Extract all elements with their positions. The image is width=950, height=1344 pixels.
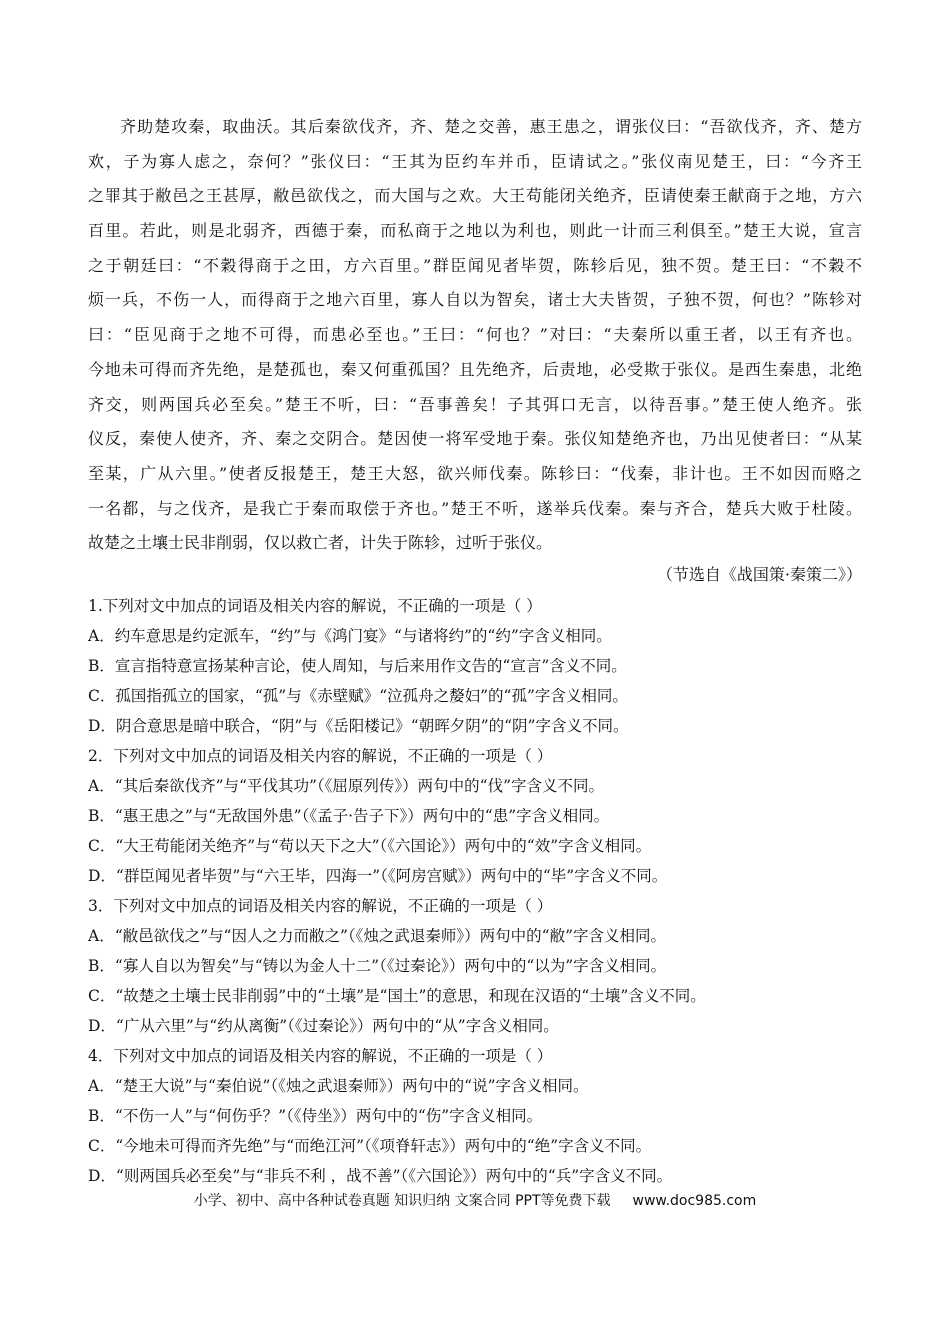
passage-line: 齐助楚攻秦，取曲沃。其后秦欲伐齐，齐、楚之交善，惠王患之，谓张仪曰：“吾欲伐齐，齐、楚方 (120, 117, 862, 136)
passage-line: 齐交，则两国兵必至矣。”楚王不听，曰：“吾事善矣！子其弭口无言，以待吾事。”楚王使人绝齐。张 (88, 394, 862, 414)
passage-line: 今地未可得而齐先绝，是楚孤也，秦又何重孤国？且先绝齐，后责地，必受欺于张仪。是西生秦患，北绝 (88, 359, 862, 379)
question-1-option-c: C．孤国指孤立的国家，“孤”与《赤壁赋》“泣孤舟之嫠妇”的“孤”字含义相同。 (88, 687, 628, 705)
passage-line: 故楚之土壤士民非削弱，仅以救亡者，计失于陈轸，过听于张仪。 (88, 533, 553, 553)
passage-line: 之于朝廷曰：“不穀得商于之田，方六百里。”群臣闻见者毕贺，陈轸后见，独不贺。楚王曰：“不穀不 (88, 255, 862, 275)
footer-text: 小学、初中、高中各种试卷真题 知识归纳 文案合同 PPT等免费下载 (193, 1193, 611, 1209)
question-list (88, 591, 862, 1191)
question-2-option-a: A．“其后秦欲伐齐”与“平伐其功”（《屈原列传》）两句中的“伐”字含义不同。 (88, 777, 604, 795)
passage-line: 曰：“臣见商于之地不可得，而患必至也。”王曰：“何也？”对曰：“夫秦所以重王者，以王有齐也。 (88, 325, 862, 345)
question-3-option-a: A．“敝邑欲伐之”与“因人之力而敝之”（《烛之武退秦师》）两句中的“敝”字含义相同。 (88, 927, 666, 945)
question-3-option-d: D．“广从六里”与“约从离衡”（《过秦论》）两句中的“从”字含义相同。 (88, 1017, 559, 1035)
question-1-option-b: B．宣言指特意宣扬某种言论，使人周知，与后来用作文告的“宣言”含义不同。 (88, 657, 627, 675)
question-2-stem: 2．下列对文中加点的词语及相关内容的解说，不正确的一项是（ ） (88, 747, 553, 765)
question-2-option-b: B．“惠王患之”与“无敌国外患”（《孟子·告子下》）两句中的“患”字含义相同。 (88, 807, 610, 825)
passage-line: 之罪其于敝邑之王甚厚，敝邑欲伐之，而大国与之欢。大王苟能闭关绝齐，臣请使秦王献商于之地，方六 (88, 186, 862, 206)
question-4-option-c: C．“今地未可得而齐先绝”与“而绝江河”（《项脊轩志》）两句中的“绝”字含义不同。 (88, 1137, 652, 1155)
passage-line: 欢，子为寡人虑之，奈何？”张仪曰：“王其为臣约车并币，臣请试之。”张仪南见楚王，曰：“今齐王 (88, 151, 862, 171)
passage-line: 至某，广从六里。”使者反报楚王，楚王大怒，欲兴师伐秦。陈轸曰：“伐秦，非计也。王不如因而赂之 (88, 463, 862, 483)
question-1-option-a: A．约车意思是约定派车，“约”与《鸿门宴》“与诸将约”的“约”字含义相同。 (88, 627, 612, 645)
question-4-option-d: D．“则两国兵必至矣”与“非兵不利 ，战不善”（《六国论》）两句中的“兵”字含义不同。 (88, 1167, 673, 1185)
page-footer (0, 1188, 950, 1214)
footer-link[interactable]: www.doc985.com (632, 1193, 757, 1209)
question-4-stem: 4．下列对文中加点的词语及相关内容的解说，不正确的一项是（ ） (88, 1047, 553, 1065)
passage-line: 百里。若此，则是北弱齐，西德于秦，而私商于之地以为利也，则此一计而三利俱至。”楚王大说，宣言 (88, 221, 862, 241)
passage-source: （节选自《战国策·秦策二》） (656, 565, 862, 584)
passage-line: 仪反，秦使人使齐，齐、秦之交阴合。楚因使一将军受地于秦。张仪知楚绝齐也，乃出见使者曰：“从某 (88, 429, 862, 449)
question-2-option-d: D．“群臣闻见者毕贺”与“六王毕，四海一”（《阿房宫赋》）两句中的“毕”字含义不同。 (88, 867, 668, 885)
question-3-option-b: B．“寡人自以为智矣”与“铸以为金人十二”（《过秦论》）两句中的“以为”字含义相同。 (88, 957, 667, 975)
question-1-stem: 1.下列对文中加点的词语及相关内容的解说，不正确的一项是（ ） (88, 597, 542, 615)
question-3-option-c: C．“故楚之土壤士民非削弱”中的“土壤”是“国土”的意思，和现在汉语的“土壤”含义不同。 (88, 987, 706, 1005)
question-2-option-c: C．“大王苟能闭关绝齐”与“苟以天下之大”（《六国论》）两句中的“效”字含义相同。 (88, 837, 652, 855)
question-1-option-d: D．阴合意思是暗中联合，“阴”与《岳阳楼记》“朝晖夕阴”的“阴”字含义不同。 (88, 717, 629, 735)
question-4-option-a: A．“楚王大说”与“秦伯说”（《烛之武退秦师》）两句中的“说”字含义相同。 (88, 1077, 589, 1095)
passage-line: 一名都，与之伐齐，是我亡于秦而取偿于齐也。”楚王不听，遂举兵伐秦。秦与齐合，楚兵大败于杜陵。 (88, 498, 862, 518)
classical-passage (88, 110, 862, 561)
question-3-stem: 3．下列对文中加点的词语及相关内容的解说，不正确的一项是（ ） (88, 897, 553, 915)
question-4-option-b: B．“不伤一人”与“何伤乎？”（《侍坐》）两句中的“伤”字含义相同。 (88, 1107, 543, 1125)
passage-line: 烦一兵，不伤一人，而得商于之地六百里，寡人自以为智矣，诸士大夫皆贺，子独不贺，何也？”陈轸对 (88, 290, 862, 310)
